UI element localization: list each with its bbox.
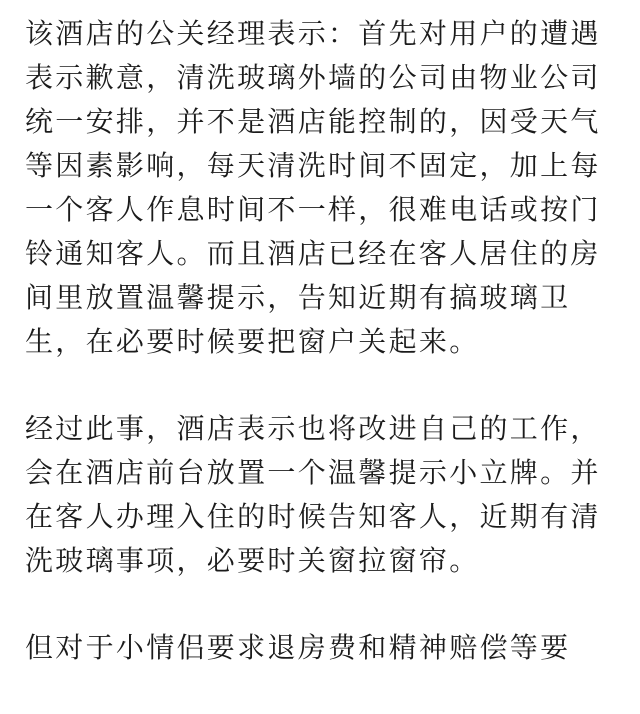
text-line: 洗玻璃事项，必要时关窗拉窗帘。	[25, 544, 480, 577]
paragraph-hotel-improvements	[25, 407, 617, 583]
text-line: 统一安排，并不是酒店能控制的，因受天气	[25, 105, 601, 138]
article-body	[25, 12, 617, 670]
text-line: 生，在必要时候要把窗户关起来。	[25, 325, 480, 358]
text-line: 该酒店的公关经理表示：首先对用户的遭遇	[25, 17, 601, 50]
text-line: 会在酒店前台放置一个温馨提示小立牌。并	[25, 456, 601, 489]
text-line: 铃通知客人。而且酒店已经在客人居住的房	[25, 237, 601, 270]
text-line: 表示歉意，清洗玻璃外墙的公司由物业公司	[25, 61, 601, 94]
paragraph-compensation-request	[25, 626, 617, 670]
text-line: 在客人办理入住的时候告知客人，近期有清	[25, 500, 601, 533]
text-line: 等因素影响，每天清洗时间不固定，加上每	[25, 149, 601, 182]
paragraph-hotel-pr-statement	[25, 12, 617, 364]
text-line: 但对于小情侣要求退房费和精神赔偿等要	[25, 631, 571, 664]
text-line: 间里放置温馨提示，告知近期有搞玻璃卫	[25, 281, 571, 314]
text-line: 一个客人作息时间不一样，很难电话或按门	[25, 193, 601, 226]
text-line: 经过此事，酒店表示也将改进自己的工作，	[25, 412, 601, 445]
